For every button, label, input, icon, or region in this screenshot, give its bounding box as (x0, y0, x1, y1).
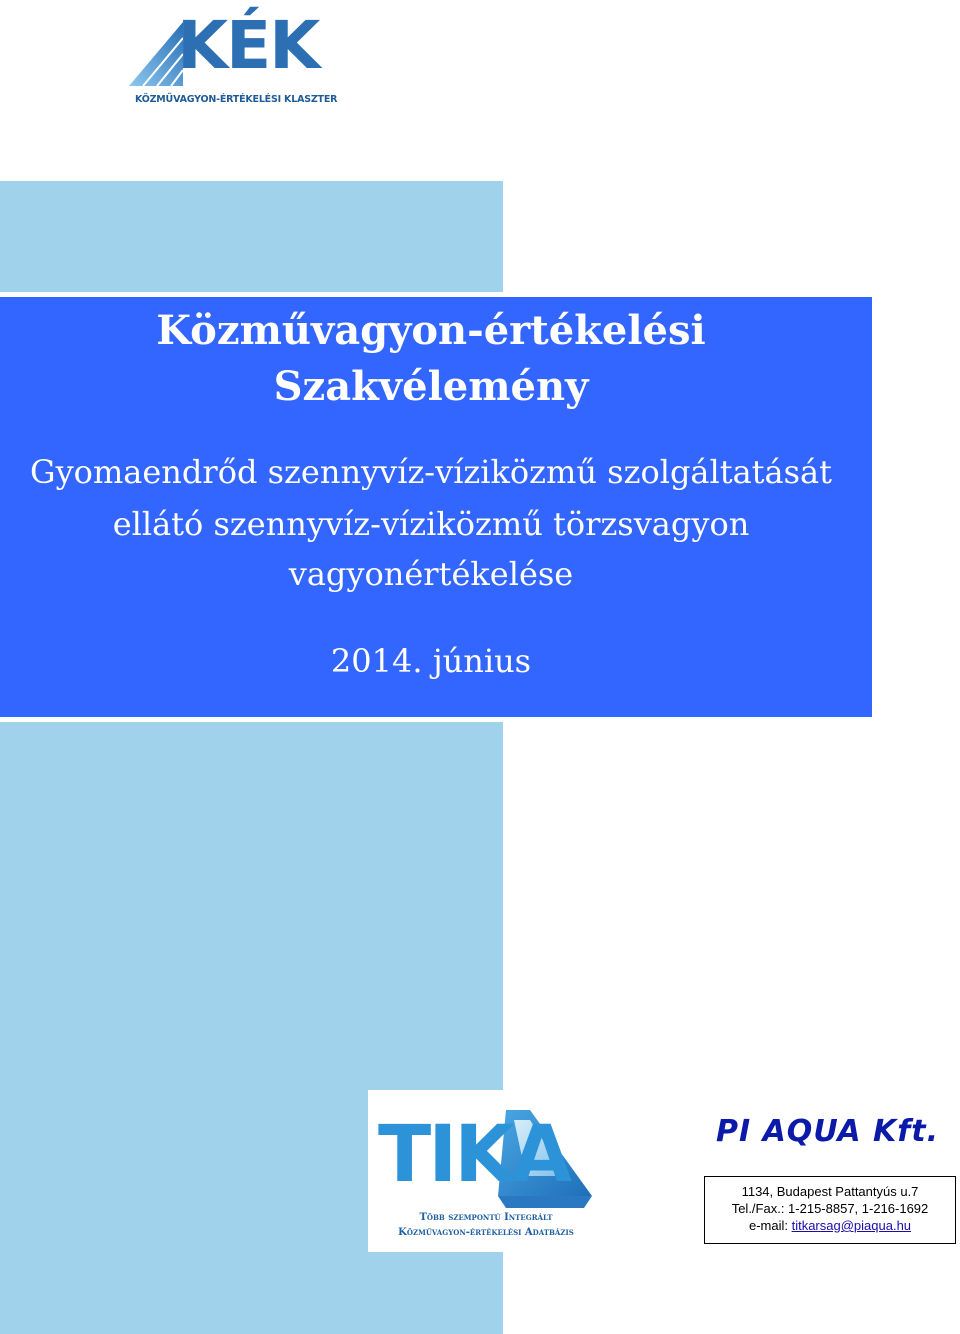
tika-logo-subtitle-line-1: Több szempontú Integrált (419, 1212, 553, 1223)
document-subtitle-line-1: Gyomaendrőd szennyvíz-víziközmű szolgáltatását (30, 453, 832, 491)
company-name: PI AQUA Kft. (716, 1114, 940, 1149)
company-email-link[interactable]: titkarsag@piaqua.hu (791, 1218, 912, 1233)
company-contact-box (704, 1176, 956, 1244)
company-email-line (705, 1217, 955, 1234)
cover-title-panel (0, 297, 872, 717)
tika-logo (368, 1090, 604, 1252)
document-title-line-1: Közművagyon-értékelési (156, 307, 706, 354)
tika-logo-subtitle-line-2: Közművagyon-értékelési Adatbázis (398, 1227, 574, 1238)
kek-logo-subtitle: KÖZMŰVAGYON-ÉRTÉKELÉSI KLASZTER (135, 94, 338, 105)
company-address: 1134, Budapest Pattantyús u.7 (741, 1184, 919, 1199)
tika-logo-text: TIKA (378, 1110, 570, 1200)
decorative-light-blue-block-top (0, 181, 503, 292)
company-phone: Tel./Fax.: 1-215-8857, 1-216-1692 (731, 1201, 929, 1216)
kek-logo (125, 7, 338, 108)
company-email-label: e-mail: (748, 1218, 792, 1233)
document-subtitle-line-2: ellátó szennyvíz-víziközmű törzsvagyon (112, 505, 750, 543)
kek-logo-text: KÉK (177, 7, 319, 84)
document-date: 2014. június (330, 642, 532, 680)
document-title-line-2: Szakvélemény (273, 363, 589, 410)
document-subtitle-line-3: vagyonértékelése (288, 555, 574, 593)
